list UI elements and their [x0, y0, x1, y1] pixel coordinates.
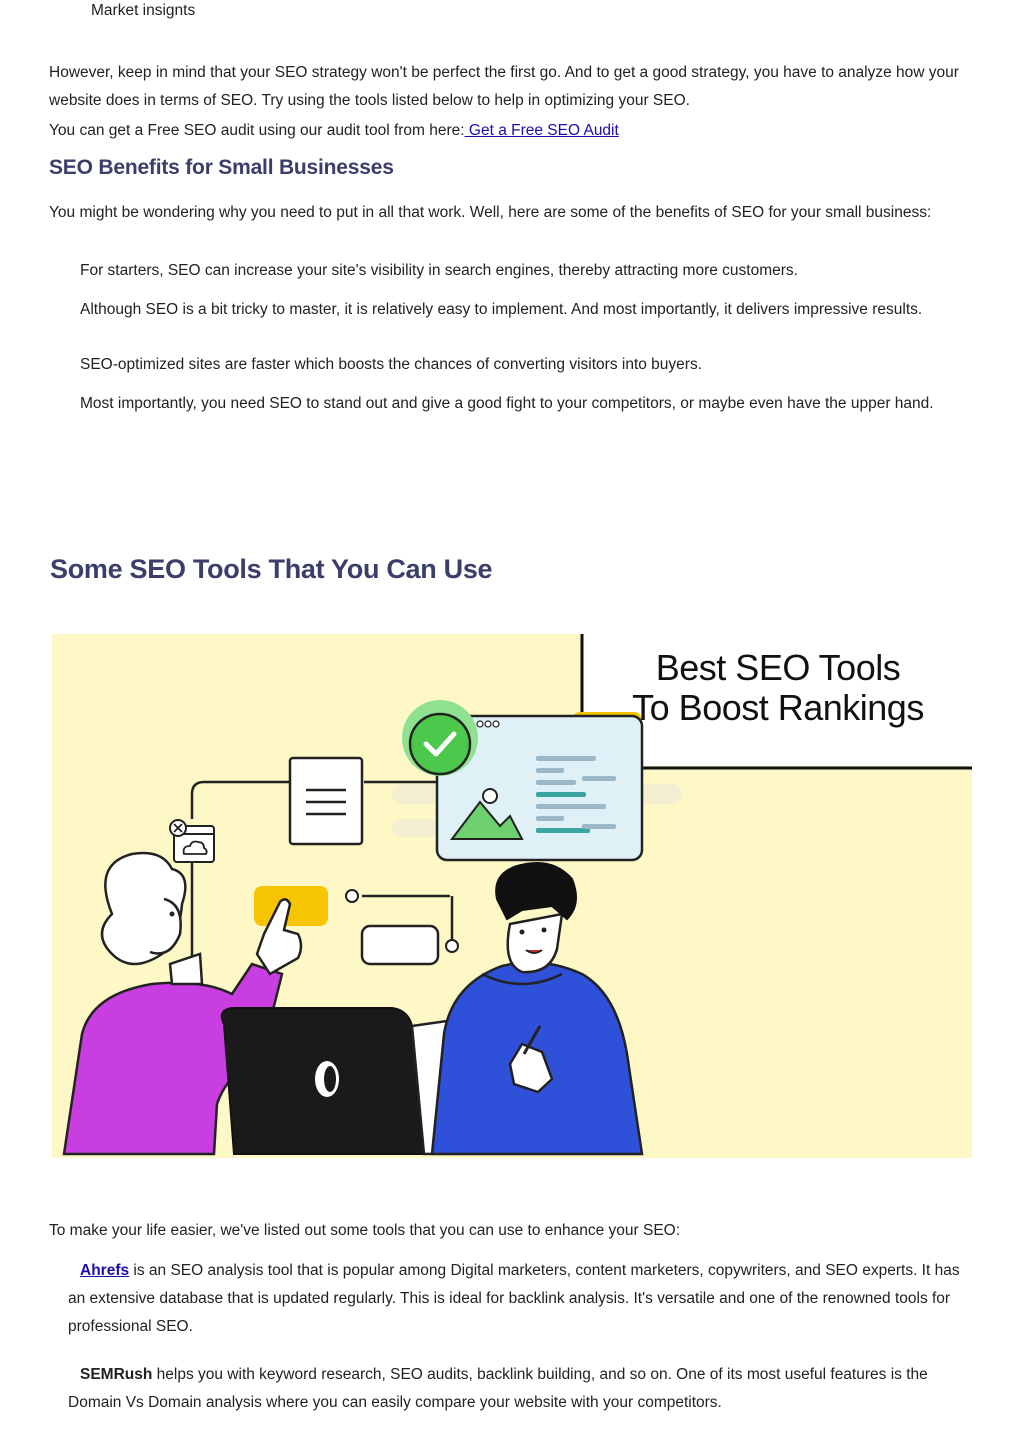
benefit-item-visibility: For starters, SEO can increase your site's visibility in search engines, thereby attracting more customers.: [80, 262, 798, 279]
banner-line-2: To Boost Rankings: [632, 687, 924, 728]
benefit-item-implement: Although SEO is a bit tricky to master, it is relatively easy to implement. And most importantly, it delivers impressive results.: [80, 301, 923, 318]
audit-paragraph: [49, 117, 619, 145]
semrush-name: SEMRush: [80, 1366, 153, 1383]
banner-line-1: Best SEO Tools: [655, 647, 901, 688]
semrush-description: helps you with keyword research, SEO audits, backlink building, and so on. One of its most useful features is the Domain Vs Domain analysis where you can easily compare your website with your competitors.: [68, 1366, 928, 1411]
audit-prefix: You can get a Free SEO audit using our audit tool from here:: [49, 122, 465, 139]
benefits-intro: You might be wondering why you need to put in all that work. Well, here are some of the benefits of SEO for your small business:: [49, 204, 932, 221]
benefits-heading: SEO Benefits for Small Businesses: [49, 156, 394, 179]
benefit-item-speed: SEO-optimized sites are faster which boosts the chances of converting visitors into buyers.: [80, 356, 703, 373]
benefit-item-competitors: Most importantly, you need SEO to stand out and give a good fight to your competitors, or maybe even have the upper hand.: [80, 395, 934, 412]
seo-tools-illustration: [52, 634, 972, 1158]
banner-title: [592, 648, 964, 728]
tools-heading: Some SEO Tools That You Can Use: [50, 554, 493, 584]
tools-intro: To make your life easier, we've listed out some tools that you can use to enhance your SEO:: [49, 1222, 681, 1239]
semrush-item: [68, 1361, 968, 1417]
ahrefs-link[interactable]: Ahrefs: [80, 1262, 130, 1279]
intro-paragraph: However, keep in mind that your SEO strategy won't be perfect the first go. And to get a good strategy, you have to analyze how your website does in terms of SEO. Try using the tools listed below to help in optimizing your SEO.: [49, 64, 959, 109]
ahrefs-description: is an SEO analysis tool that is popular among Digital marketers, content marketers, copywriters, and SEO experts. It has an extensive database that is updated regularly. This is ideal for backlink analysis. It's versatile and one of the renowned tools for professional SEO.: [68, 1262, 960, 1335]
ahrefs-item: [68, 1257, 968, 1341]
free-seo-audit-link[interactable]: Get a Free SEO Audit: [464, 122, 619, 139]
market-insights-item: Market insignts: [91, 2, 196, 19]
